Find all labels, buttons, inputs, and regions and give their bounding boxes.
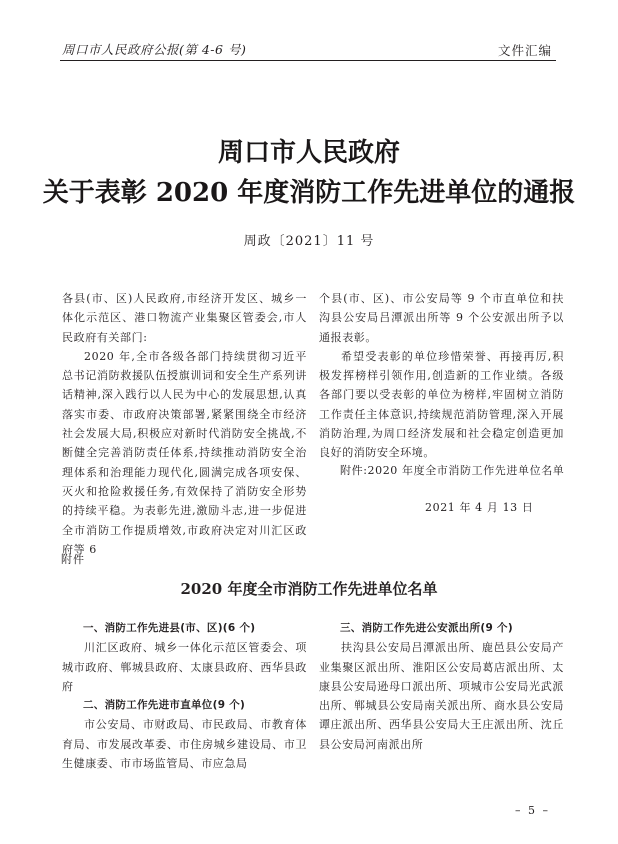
section-content: 川汇区政府、城乡一体化示范区管委会、项城市政府、郸城县政府、太康县政府、西华县政府 [62,641,307,693]
document-title-line2: 关于表彰 2020 年度消防工作先进单位的通报 [42,178,576,208]
attachment-note: 附件:2020 年度全市消防工作先进单位名单 [340,464,565,477]
issue-date: 2021 年 4 月 13 日 [425,501,534,514]
annex-label: 附件 [61,553,85,566]
section-name: 文件汇编 [497,43,552,58]
document-number: 周政〔2021〕11 号 [243,234,375,249]
section-heading: 二、消防工作先进市直单位(9 个) [83,699,246,712]
annex-column-right [319,619,564,754]
body-column-left [62,289,307,559]
paragraph-2: 希望受表彰的单位珍惜荣誉、再接再厉,积极发挥榜样引领作用,创造新的工作业绩。各级各部门要以受表彰的单位为榜样,牢固树立消防工作责任主体意识,持续规范消防管理,深入开展消防治理,为周口经济发展和社会稳定创造更加良好的消防安全环境。 [319,349,564,460]
addressee: 各县(市、区)人民政府,市经济开发区、城乡一体化示范区、港口物流产业集聚区管委会,市人民政府有关部门: [62,292,307,344]
annex-title: 2020 年度全市消防工作先进单位名单 [180,580,438,598]
document-title-line1: 周口市人民政府 [217,138,400,168]
section-content: 扶沟县公安局吕潭派出所、鹿邑县公安局产业集聚区派出所、淮阳区公安局葛店派出所、太康县公安局逊母口派出所、项城市公安局光武派出所、郸城县公安局南关派出所、商水县公安局谭庄派出所、西华县公安局大王庄派出所、沈丘县公安局河南派出所 [319,641,564,751]
section-heading: 三、消防工作先进公安派出所(9 个) [340,622,513,634]
body-column-right [319,289,564,463]
annex-column-left [62,619,307,773]
paragraph-1: 2020 年,全市各级各部门持续贯彻习近平总书记消防救援队伍授旗训词和安全生产系列讲话精神,深入践行以人民为中心的发展思想,认真落实市委、市政府决策部署,紧紧围绕全市经济社会发展大局,积极应对新时代消防安全挑战,不断健全完善消防责任体系,持续推动消防安全治理体系和治理能力现代化,圆满完成各项安保、灭火和抢险救援任务,有效保持了消防安全形势的持续平稳。为表彰先进,激励斗志,进一步促进全市消防工作提质增效,市政府决定对川汇区政府等 6 [62,349,307,556]
running-header [60,38,556,61]
section-heading: 一、消防工作先进县(市、区)(6 个) [83,622,256,634]
publication-name: 周口市人民政府公报(第 4-6 号) [62,42,247,57]
page-number: – 5 – [515,804,550,817]
section-content: 市公安局、市财政局、市民政局、市教育体育局、市发展改革委、市住房城乡建设局、市卫生健康委、市市场监管局、市应急局 [62,718,307,771]
paragraph-1-continued: 个县(市、区)、市公安局等 9 个市直单位和扶沟县公安局吕潭派出所等 9 个公安派出所予以通报表彰。 [319,292,564,344]
